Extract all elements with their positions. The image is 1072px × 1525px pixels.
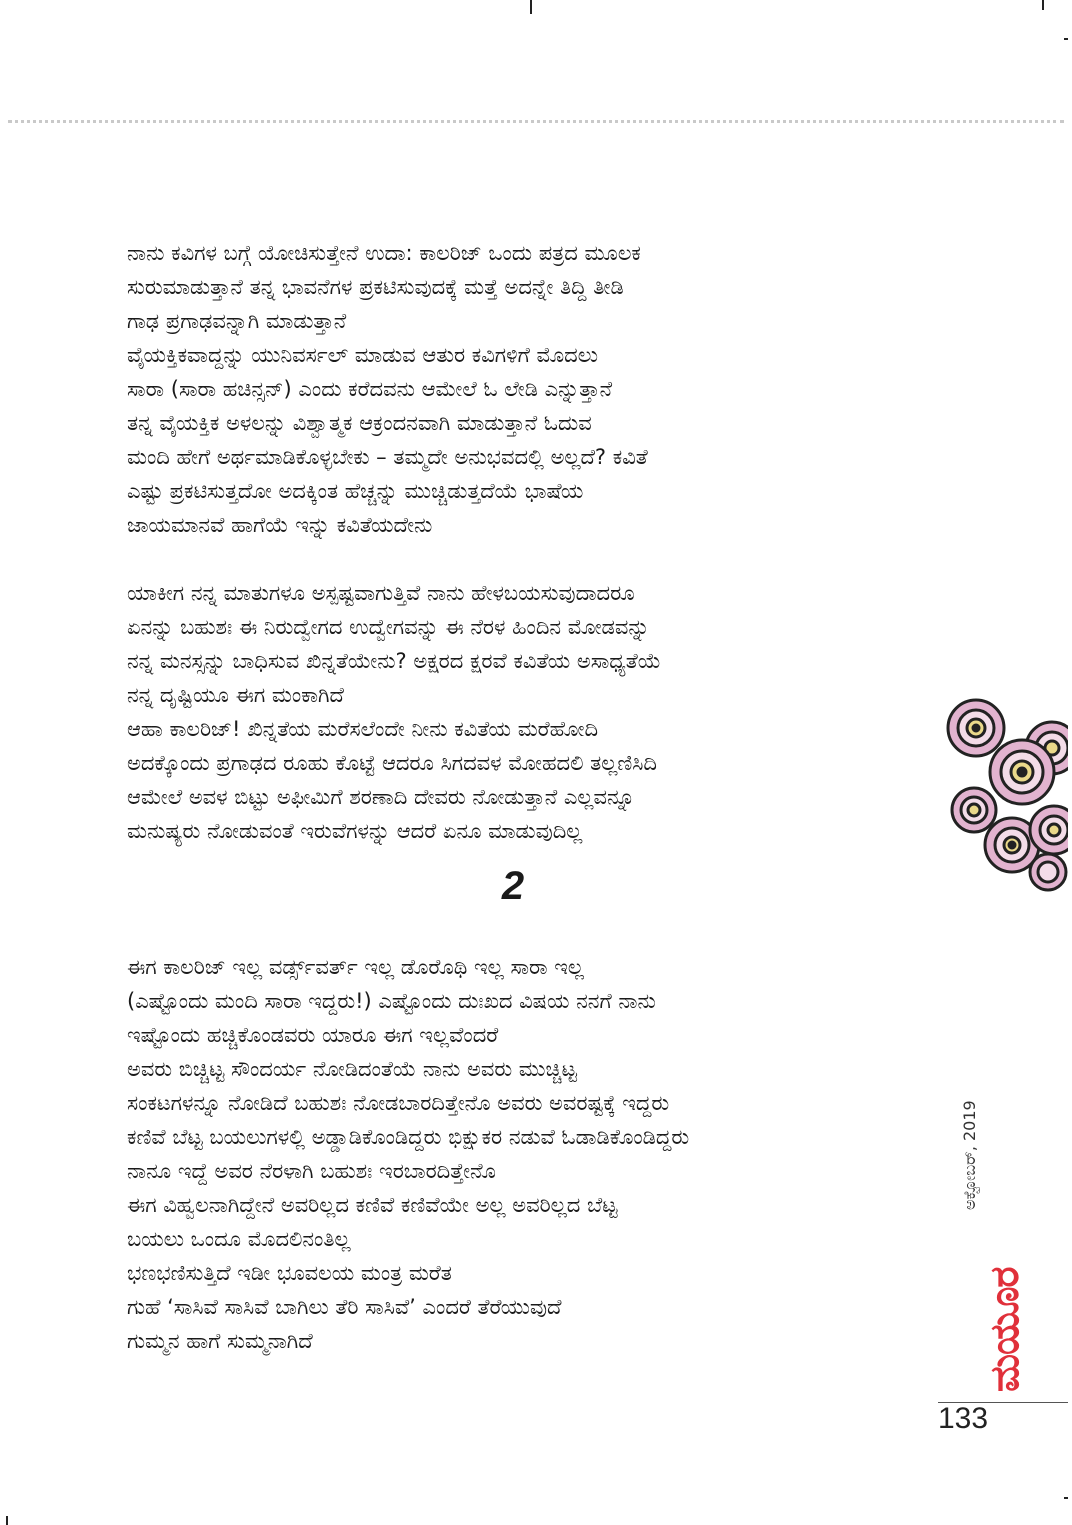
issue-date: ಅಕ್ಟೋಬರ್, 2019 xyxy=(960,1100,979,1210)
circle-ornament xyxy=(990,740,1054,804)
poem-line: ಗುಹೆ ‘ಸಾಸಿವೆ ಸಾಸಿವೆ ಬಾಗಿಲು ತೆರಿ ಸಾಸಿವೆ’ ಎಂದರೆ ತೆರೆಯುವುದೆ xyxy=(127,1295,562,1319)
poem-line: ಬಯಲು ಒಂದೂ ಮೊದಲಿನಂತಿಲ್ಲ xyxy=(127,1227,351,1251)
poem-line: ನನ್ನ ಮನಸ್ಸನ್ನು ಬಾಧಿಸುವ ಖಿನ್ನತೆಯೇನು? ಅಕ್ಷರದ ಕ್ಷರವೆ ಕವಿತೆಯ ಅಸಾಧ್ಯತೆಯೆ xyxy=(127,649,662,673)
poem-line: ಎಷ್ಟು ಪ್ರಕಟಿಸುತ್ತದೋ ಅದಕ್ಕಿಂತ ಹೆಚ್ಚನ್ನು ಮುಚ್ಚಿಡುತ್ತದೆಯೆ ಭಾಷೆಯ xyxy=(127,479,584,503)
poem-line: ಇಷ್ಟೊಂದು ಹಚ್ಚಿಕೊಂಡವರು ಯಾರೂ ಈಗ ಇಲ್ಲವೆಂದರೆ xyxy=(127,1023,499,1047)
poem-line: ಅದಕ್ಕೊಂದು ಪ್ರಗಾಢದ ರೂಹು ಕೊಟ್ಟೆ ಆದರೂ ಸಿಗದವಳ ಮೋಹದಲಿ ತಲ್ಲಣಿಸಿದಿ xyxy=(127,751,657,775)
poem-line: ಸಂಕಟಗಳನ್ನೂ ನೋಡಿದೆ ಬಹುಶಃ ನೋಡಬಾರದಿತ್ತೇನೊ ಅವರು ಅವರಷ್ಟಕ್ಕೆ ಇದ್ದರು xyxy=(127,1091,670,1115)
poem-line: ಭಣಭಣಿಸುತ್ತಿದೆ ಇಡೀ ಭೂವಲಯ ಮಂತ್ರ ಮರೆತ xyxy=(127,1261,452,1285)
poem-line: ಈಗ ವಿಹ್ವಲನಾಗಿದ್ದೇನೆ ಅವರಿಲ್ಲದ ಕಣಿವೆ ಕಣಿವೆಯೇ ಅಲ್ಲ ಅವರಿಲ್ಲದ ಬೆಟ್ಟ xyxy=(127,1193,618,1217)
crop-mark-bottom-right xyxy=(1064,1497,1068,1499)
poem-line: ಆಮೇಲೆ ಅವಳ ಬಿಟ್ಟು ಅಫೀಮಿಗೆ ಶರಣಾದಿ ದೇವರು ನೋಡುತ್ತಾನೆ ಎಲ್ಲವನ್ನೂ xyxy=(127,785,635,809)
header-dotted-rule xyxy=(8,120,1064,123)
poem-stanza-1 xyxy=(127,236,887,542)
poem-line: ಮನುಷ್ಯರು ನೋಡುವಂತೆ ಇರುವೆಗಳನ್ನು ಆದರೆ ಏನೂ ಮಾಡುವುದಿಲ್ಲ xyxy=(127,819,583,843)
section-number: 2 xyxy=(501,864,525,908)
poem-line: ಯಾಕೀಗ ನನ್ನ ಮಾತುಗಳೂ ಅಸ್ಪಷ್ಟವಾಗುತ್ತಿವೆ ನಾನು ಹೇಳಬಯಸುವುದಾದರೂ xyxy=(127,581,635,605)
decorative-circles-illustration xyxy=(940,690,1068,895)
poem-line: (ಎಷ್ಟೊಂದು ಮಂದಿ ಸಾರಾ ಇದ್ದರು!) ಎಷ್ಟೊಂದು ದುಃಖದ ವಿಷಯ ನನಗೆ ನಾನು xyxy=(127,989,656,1013)
poem-line: ಆಹಾ ಕಾಲರಿಜ್! ಖಿನ್ನತೆಯ ಮರೆಸಲೆಂದೇ ನೀನು ಕವಿತೆಯ ಮರೆಹೋದಿ xyxy=(127,717,599,741)
poem-line: ಕಣಿವೆ ಬೆಟ್ಟ ಬಯಲುಗಳಲ್ಲಿ ಅಡ್ಡಾಡಿಕೊಂಡಿದ್ದರು ಭಿಕ್ಷುಕರ ನಡುವೆ ಓಡಾಡಿಕೊಂಡಿದ್ದರು xyxy=(127,1125,690,1149)
poem-line: ಮಂದಿ ಹೇಗೆ ಅರ್ಥಮಾಡಿಕೊಳ್ಳಬೇಕು – ತಮ್ಮದೇ ಅನುಭವದಲ್ಲಿ ಅಲ್ಲದೆ? ಕವಿತೆ xyxy=(127,445,648,469)
poem-stanza-3 xyxy=(127,950,887,1358)
poem-line: ಸಾರಾ (ಸಾರಾ ಹಚಿನ್ಸನ್) ಎಂದು ಕರೆದವನು ಆಮೇಲೆ ಓ ಲೇಡಿ ಎನ್ನುತ್ತಾನೆ xyxy=(127,377,613,401)
poem-stanza-2 xyxy=(127,576,887,848)
page-number: 133 xyxy=(938,1402,989,1435)
crop-mark-top-left xyxy=(530,0,532,14)
poem-line: ನಾನೂ ಇದ್ದೆ ಅವರ ನೆರಳಾಗಿ ಬಹುಶಃ ಇರಬಾರದಿತ್ತೇನೊ xyxy=(127,1159,496,1183)
poem-line: ನಾನು ಕವಿಗಳ ಬಗ್ಗೆ ಯೋಚಿಸುತ್ತೇನೆ ಉದಾ: ಕಾಲರಿಜ್ ಒಂದು ಪತ್ರದ ಮೂಲಕ xyxy=(127,241,641,265)
poem-line: ಜಾಯಮಾನವೆ ಹಾಗೆಯೆ ಇನ್ನು ಕವಿತೆಯದೇನು xyxy=(127,513,433,537)
crop-mark-bottom-left xyxy=(6,1516,8,1525)
circle-ornament xyxy=(952,788,996,832)
crop-mark-top-right xyxy=(1042,0,1044,10)
poem-line: ಸುರುಮಾಡುತ್ತಾನೆ ತನ್ನ ಭಾವನೆಗಳ ಪ್ರಕಟಿಸುವುದಕ್ಕೆ ಮತ್ತೆ ಅದನ್ನೇ ತಿದ್ದಿ ತೀಡಿ xyxy=(127,275,624,299)
poem-line: ಅವರು ಬಿಚ್ಚಿಟ್ಟ ಸೌಂದರ್ಯ ನೋಡಿದಂತೆಯೆ ನಾನು ಅವರು ಮುಚ್ಚಿಟ್ಟ xyxy=(127,1057,577,1081)
poem-line: ಏನನ್ನು ಬಹುಶಃ ಈ ನಿರುದ್ವೇಗದ ಉದ್ವೇಗವನ್ನು ಈ ನೆರಳ ಹಿಂದಿನ ಮೋಡವನ್ನು xyxy=(127,615,650,639)
poem-line: ಗುಮ್ಮನ ಹಾಗೆ ಸುಮ್ಮನಾಗಿದೆ xyxy=(127,1329,313,1353)
poem-line: ನನ್ನ ದೃಷ್ಟಿಯೂ ಈಗ ಮಂಕಾಗಿದೆ xyxy=(127,683,344,707)
poem-line: ಗಾಢ ಪ್ರಗಾಢವನ್ನಾಗಿ ಮಾಡುತ್ತಾನೆ xyxy=(127,309,347,333)
magazine-logo: ಮಯೂರ xyxy=(982,1267,1028,1392)
poem-line: ವೈಯಕ್ತಿಕವಾದ್ದನ್ನು ಯುನಿವರ್ಸಲ್ ಮಾಡುವ ಆತುರ ಕವಿಗಳಿಗೆ ಮೊದಲು xyxy=(127,343,599,367)
poem-line: ತನ್ನ ವೈಯಕ್ತಿಕ ಅಳಲನ್ನು ವಿಶ್ವಾತ್ಮಕ ಆಕ್ರಂದನವಾಗಿ ಮಾಡುತ್ತಾನೆ ಓದುವ xyxy=(127,411,592,435)
circle-ornament xyxy=(948,700,1004,756)
circle-ornament xyxy=(1030,854,1066,890)
crop-mark-right-top xyxy=(1064,38,1068,40)
circle-ornament xyxy=(1030,806,1068,854)
poem-line: ಈಗ ಕಾಲರಿಜ್ ಇಲ್ಲ ವರ್ಡ್ಸ್‌ವರ್ತ್ ಇಲ್ಲ ಡೊರೊಥಿ ಇಲ್ಲ ಸಾರಾ ಇಲ್ಲ xyxy=(127,955,584,979)
